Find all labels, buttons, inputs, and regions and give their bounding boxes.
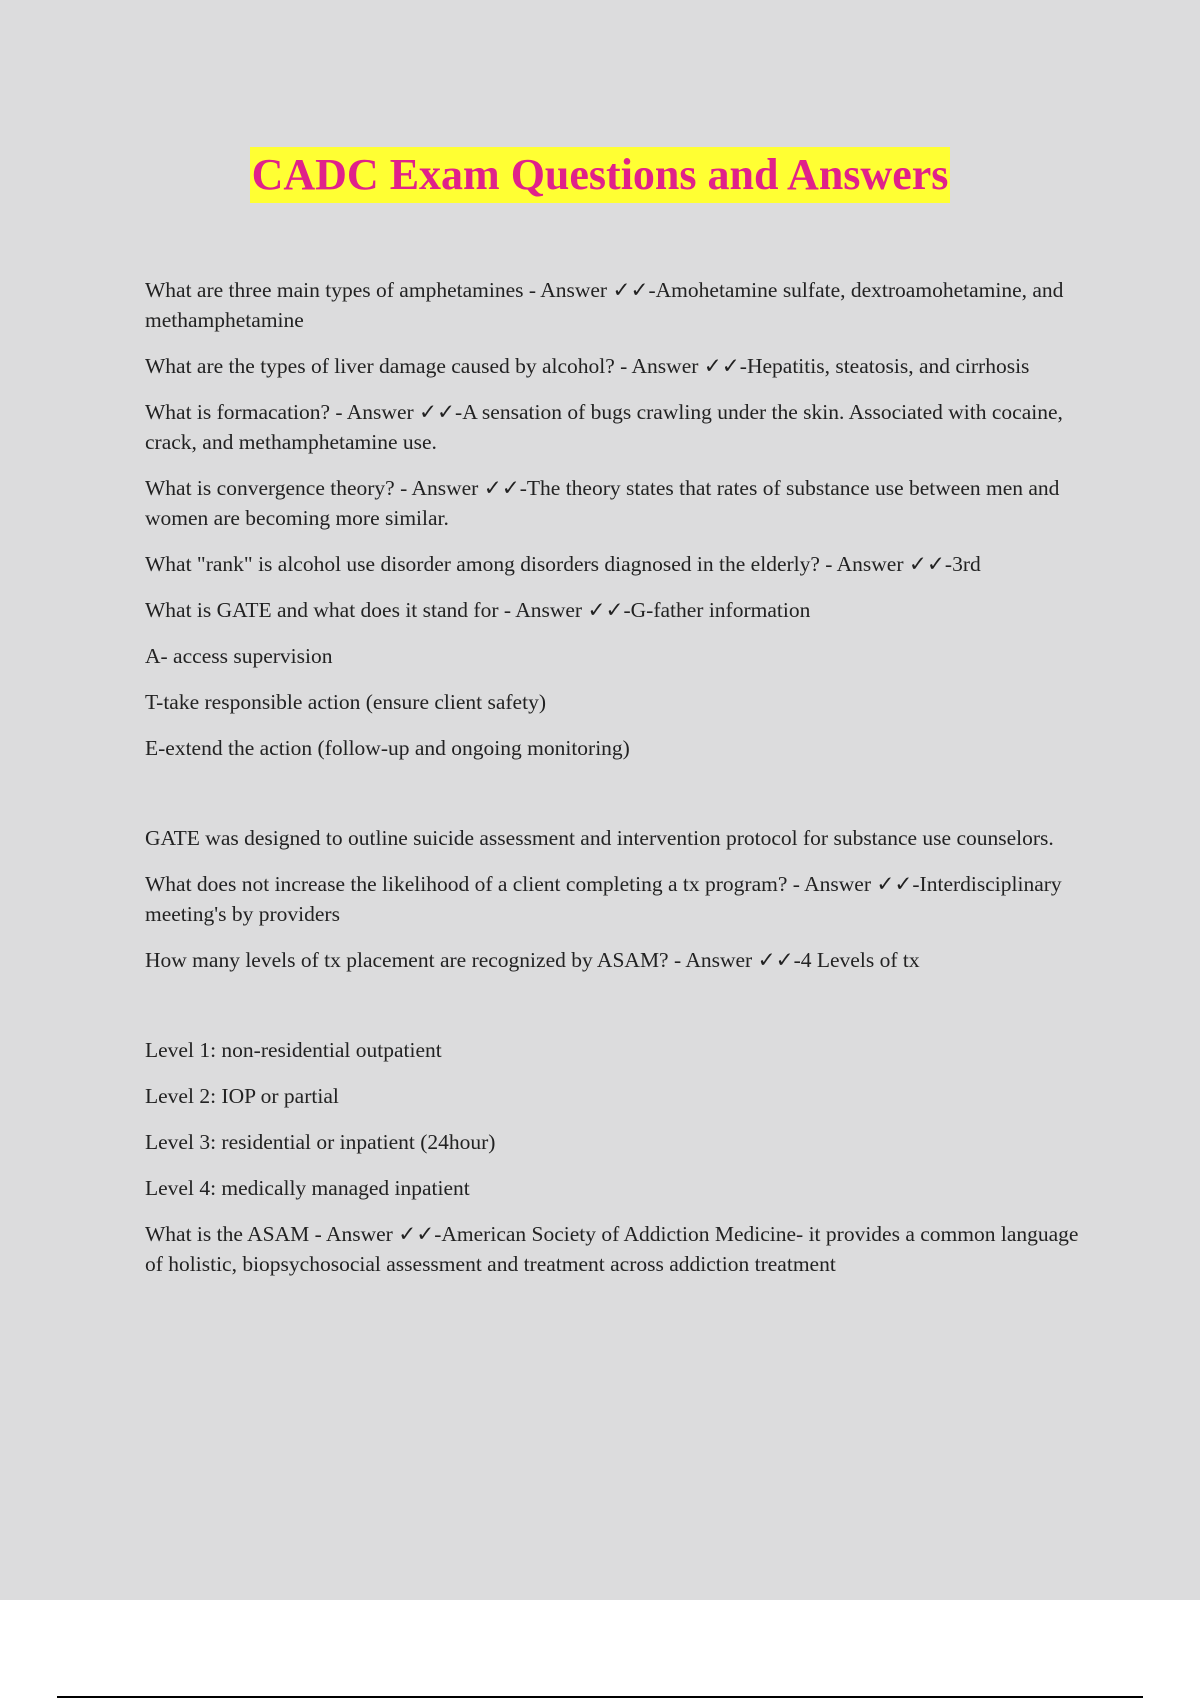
qa-asam-definition: What is the ASAM - Answer ✓✓-American Society of Addiction Medicine- it provides a common language of holistic, biopsychosocial assessment and treatment across addiction treatment bbox=[145, 1222, 1079, 1276]
bottom-rule-divider bbox=[57, 1696, 1143, 1698]
title-wrapper bbox=[0, 147, 1200, 203]
gate-description: GATE was designed to outline suicide assessment and intervention protocol for substance use counselors. bbox=[145, 826, 1054, 850]
level-3-line: Level 3: residential or inpatient (24hour) bbox=[145, 1130, 496, 1154]
level-4-line: Level 4: medically managed inpatient bbox=[145, 1176, 470, 1200]
document-body bbox=[145, 275, 1090, 1295]
document-title: CADC Exam Questions and Answers bbox=[250, 147, 951, 203]
qa-formacation: What is formacation? - Answer ✓✓-A sensation of bugs crawling under the skin. Associated with cocaine, crack, and methamphetamine use. bbox=[145, 400, 1063, 454]
level-2-line: Level 2: IOP or partial bbox=[145, 1084, 339, 1108]
qa-asam-levels: How many levels of tx placement are recognized by ASAM? - Answer ✓✓-4 Levels of tx bbox=[145, 948, 920, 972]
paragraph-gap bbox=[145, 779, 1090, 823]
gate-t-line: T-take responsible action (ensure client safety) bbox=[145, 690, 546, 714]
gate-a-line: A- access supervision bbox=[145, 644, 333, 668]
qa-gate: What is GATE and what does it stand for - Answer ✓✓-G-father information bbox=[145, 598, 811, 622]
qa-amphetamines: What are three main types of amphetamines - Answer ✓✓-Amohetamine sulfate, dextroamohetamine, and methamphetamine bbox=[145, 278, 1064, 332]
paragraph-gap bbox=[145, 991, 1090, 1035]
qa-convergence-theory: What is convergence theory? - Answer ✓✓-The theory states that rates of substance use between men and women are becoming more similar. bbox=[145, 476, 1060, 530]
qa-alcohol-rank: What "rank" is alcohol use disorder among disorders diagnosed in the elderly? - Answer ✓✓-3rd bbox=[145, 552, 981, 576]
qa-tx-completion: What does not increase the likelihood of a client completing a tx program? - Answer ✓✓-Interdisciplinary meeting's by providers bbox=[145, 872, 1062, 926]
gate-e-line: E-extend the action (follow-up and ongoing monitoring) bbox=[145, 736, 630, 760]
qa-liver-damage: What are the types of liver damage caused by alcohol? - Answer ✓✓-Hepatitis, steatosis, and cirrhosis bbox=[145, 354, 1030, 378]
level-1-line: Level 1: non-residential outpatient bbox=[145, 1038, 442, 1062]
